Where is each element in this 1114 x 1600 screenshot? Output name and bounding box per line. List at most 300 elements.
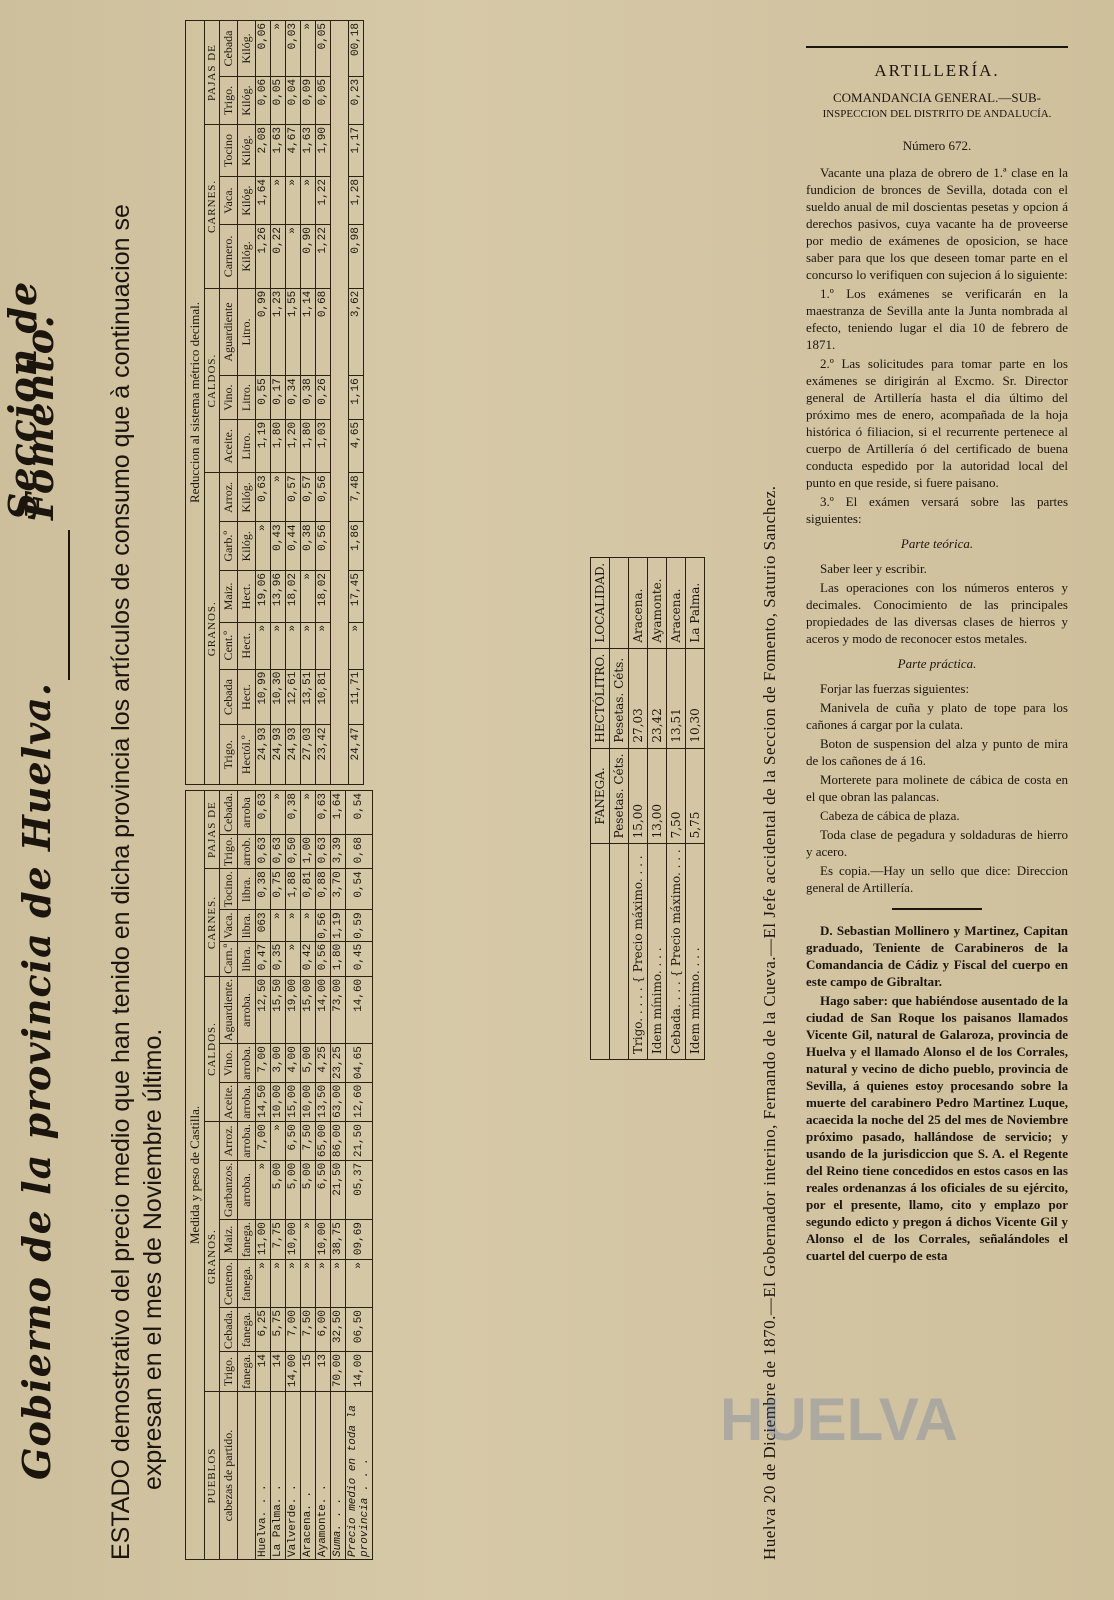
table-cell: 0,63 bbox=[271, 834, 286, 868]
table-row bbox=[271, 791, 286, 1560]
row-label: Suma. . . bbox=[331, 1392, 346, 1560]
table2-col: Arroz. bbox=[220, 473, 238, 522]
table-cell: 06,50 bbox=[346, 1308, 373, 1352]
table-cell: 0,06 bbox=[256, 76, 271, 124]
table-row bbox=[256, 791, 271, 1560]
table-row bbox=[686, 557, 705, 1059]
table-cell: » bbox=[286, 225, 301, 289]
table-cell: 11,00 bbox=[256, 1220, 271, 1260]
table1-col: Vino. bbox=[220, 1044, 238, 1083]
table-cell: 13 bbox=[316, 1352, 331, 1392]
table2-col: Vaca. bbox=[220, 177, 238, 225]
table-cell: » bbox=[349, 622, 364, 669]
table2-col: Vino. bbox=[220, 376, 238, 420]
table-row bbox=[271, 21, 286, 785]
table-cell: 32,50 bbox=[331, 1308, 346, 1352]
table-cell: 0,59 bbox=[346, 910, 373, 941]
table-cell: 7,00 bbox=[286, 1308, 301, 1352]
table-cell: 1,63 bbox=[271, 125, 286, 177]
table-cell: 4,00 bbox=[286, 1044, 301, 1083]
small-cell: 5,75 bbox=[686, 748, 705, 844]
table1-col: Aceite. bbox=[220, 1082, 238, 1121]
table-row bbox=[316, 21, 331, 785]
table-cell: 10,00 bbox=[271, 1082, 286, 1121]
table-cell: 0,34 bbox=[286, 376, 301, 420]
table-cell: » bbox=[316, 622, 331, 669]
table-cell: 1,64 bbox=[256, 177, 271, 225]
small-cell: Idem mínimo. . . . bbox=[648, 844, 667, 1060]
price-tables bbox=[185, 20, 565, 1560]
table-cell: 0,56 bbox=[316, 522, 331, 571]
table-cell: 0,68 bbox=[346, 834, 373, 868]
table-cell: 0,38 bbox=[301, 522, 316, 571]
table-cell: 0,99 bbox=[256, 288, 271, 376]
table-cell: 11,71 bbox=[349, 669, 364, 725]
table1-unit: libra. bbox=[238, 941, 256, 976]
table1-col: Cebada. bbox=[220, 791, 238, 835]
para-9: Boton de suspension del alza y punto de mira de los cañones de á 16. bbox=[806, 736, 1068, 768]
table1-section: Medida y peso de Castilla. bbox=[186, 791, 205, 1560]
table-cell: » bbox=[271, 473, 286, 522]
table2-col: Cent.º bbox=[220, 622, 238, 669]
small-cell: La Palma. bbox=[686, 557, 705, 648]
table1-col: Maiz. bbox=[220, 1220, 238, 1260]
table-cell: » bbox=[286, 622, 301, 669]
signature-line: Huelva 20 de Diciembre de 1870.—El Gobernador interino, Fernando de la Cueva.—El Jefe accidental de la Seccion de Fomento, Saturio Sanchez. bbox=[760, 485, 779, 1560]
table-cell: 23,42 bbox=[316, 725, 331, 785]
table-cell: » bbox=[256, 1260, 271, 1308]
table1-col: Garbanzos. bbox=[220, 1160, 238, 1219]
table-cell: 19,00 bbox=[286, 976, 301, 1043]
table-cell: 21,50 bbox=[346, 1122, 373, 1161]
small-cell: Trigo. . . . . { Precio máximo. . . . bbox=[629, 844, 648, 1060]
table-cell: 0,09 bbox=[301, 76, 316, 124]
table-cell: 70,00 bbox=[331, 1352, 346, 1392]
table1-unit: arroba. bbox=[238, 1082, 256, 1121]
para-15: Hago saber: que habiéndose ausentado de la ciudad de San Roque los paisanos llamados Vicente Gil, natural de Galaroza, provincia de Huelva y el llamado Alonso el de los Corrales, natural y vecino de dicho pueblo, provincia de Sevilla, á quienes estoy procesando sobre la muerte del carabinero Pedro Martinez Luque, acaecida la noche del 25 del mes de Noviembre próximo pasado, hallándose de servicio; y usando de la jurisdiccion que S. A. el Regente del Reino tiene concedidos en estos casos en las reales ordenanzas á los oficiales de su ejército, por el presente, llamo, cito y emplazo por segundo edicto y pregon á dichos Vicente Gil y Alonso el de los Corrales, señalándoles el cuartel del cuerpo de esta bbox=[806, 993, 1068, 1263]
pueblo-name: La Palma. . bbox=[271, 1392, 286, 1560]
table-cell: 0,75 bbox=[271, 869, 286, 910]
table-cell: » bbox=[271, 622, 286, 669]
table2-col: Maiz. bbox=[220, 571, 238, 623]
table-cell: 1,14 bbox=[301, 288, 316, 376]
table2-group: CARNES. bbox=[205, 125, 220, 289]
table-cell: 1,16 bbox=[349, 376, 364, 420]
table-cell: 0,68 bbox=[316, 288, 331, 376]
table-cell: 0,57 bbox=[301, 473, 316, 522]
table-cell: 5,00 bbox=[271, 1160, 286, 1219]
table-cell: » bbox=[331, 1260, 346, 1308]
table-cell: 10,81 bbox=[316, 669, 331, 725]
table-cell: 00,18 bbox=[349, 21, 364, 77]
table-cell: 7,00 bbox=[256, 1122, 271, 1161]
table1-unit: fanega. bbox=[238, 1352, 256, 1392]
table-cell: » bbox=[301, 622, 316, 669]
table1-group: CALDOS. bbox=[205, 976, 220, 1121]
table-cell: 1,55 bbox=[286, 288, 301, 376]
table-cell: 0,22 bbox=[271, 225, 286, 289]
table2-col: Cebada bbox=[220, 669, 238, 725]
table-cell: 0,42 bbox=[301, 941, 316, 976]
table-cell: 73,00 bbox=[331, 976, 346, 1043]
table-cell: 10,00 bbox=[286, 1220, 301, 1260]
table-cell: 6,00 bbox=[316, 1308, 331, 1352]
table-cell: 1,88 bbox=[286, 869, 301, 910]
para-1: Vacante una plaza de obrero de 1.ª clase en la fundicion de bronces de Sevilla, dotada con el sueldo anual de mil doscientas pesetas y opcion á derechos pasivos, cuya vacante ha de proveerse por medio de exámenes de oposicion, se hace saber para que los que deseen tomar parte en el concurso lo verifiquen con sujecion á lo siguiente: bbox=[806, 165, 1068, 282]
table2-unit: Kilóg. bbox=[238, 177, 256, 225]
table-cell: 1,80 bbox=[331, 941, 346, 976]
table2-unit: Hect. bbox=[238, 669, 256, 725]
table-row bbox=[286, 791, 301, 1560]
table-cell: 19,06 bbox=[256, 571, 271, 623]
table-cell: 63,00 bbox=[331, 1082, 346, 1121]
small-cell: Cebada. . . . { Precio máximo. . . . bbox=[667, 844, 686, 1060]
table-cell: » bbox=[286, 1260, 301, 1308]
pueblo-name: Ayamonte. . bbox=[316, 1392, 331, 1560]
table-cell: 0,38 bbox=[256, 869, 271, 910]
table-cell: 1,80 bbox=[301, 419, 316, 473]
table2-col: Aceite. bbox=[220, 419, 238, 473]
spacer-row bbox=[331, 21, 349, 785]
table2-unit: Kilóg. bbox=[238, 225, 256, 289]
max-min-table bbox=[590, 557, 705, 1060]
table-row bbox=[301, 21, 316, 785]
table-cell: 0,54 bbox=[346, 791, 373, 835]
table2-unit: Litro. bbox=[238, 419, 256, 473]
table-row bbox=[256, 21, 271, 785]
table1-group: PAJAS DE bbox=[205, 791, 220, 869]
table-cell: 13,96 bbox=[271, 571, 286, 623]
table-cell: 0,50 bbox=[286, 834, 301, 868]
table-cell: 0,55 bbox=[256, 376, 271, 420]
table-cell: » bbox=[256, 622, 271, 669]
small-cell: 10,30 bbox=[686, 648, 705, 748]
table2-unit: Hect. bbox=[238, 571, 256, 623]
table2-col: Cebada bbox=[220, 21, 238, 77]
table-cell: 5,00 bbox=[286, 1160, 301, 1219]
header-title-left: Gobierno de la provincia de Huelva. bbox=[14, 681, 59, 1480]
table-cell: 0,35 bbox=[271, 941, 286, 976]
table-cell: 15,00 bbox=[286, 1082, 301, 1121]
para-13: Es copia.—Hay un sello que dice: Direccion general de Artillería. bbox=[806, 863, 1068, 895]
para-5: Saber leer y escribir. bbox=[820, 561, 927, 576]
table-cell: 5,00 bbox=[301, 1044, 316, 1083]
table1-unit: libra. bbox=[238, 910, 256, 941]
table-cell: 0,81 bbox=[301, 869, 316, 910]
table1-unit: fanega. bbox=[238, 1260, 256, 1308]
small-header: LOCALIDAD. bbox=[591, 557, 610, 648]
max-min-grid bbox=[590, 557, 705, 1060]
table-cell: » bbox=[271, 910, 286, 941]
table1-col: Cebada. bbox=[220, 1308, 238, 1352]
table-cell: 6,50 bbox=[286, 1122, 301, 1161]
table-cell: 15,50 bbox=[271, 976, 286, 1043]
small-cell: Aracena. bbox=[667, 557, 686, 648]
table-cell: » bbox=[271, 21, 286, 77]
table1-unit: arroba. bbox=[238, 1122, 256, 1161]
table-cell: » bbox=[301, 791, 316, 835]
table-cell: 1,86 bbox=[349, 522, 364, 571]
table2-group: CALDOS. bbox=[205, 288, 220, 473]
pueblo-name: Aracena. . bbox=[301, 1392, 316, 1560]
table-row bbox=[286, 21, 301, 785]
table-cell: 0,05 bbox=[271, 76, 286, 124]
parte-practica: Parte práctica. bbox=[897, 656, 977, 671]
para-6: Las operaciones con los números enteros y decimales. Conocimiento de las principales propiedades de las diversas clases de hierros y aceros y modo de reconocer estos metales. bbox=[806, 580, 1068, 646]
table1-col: Carn.º bbox=[220, 941, 238, 976]
table-cell: » bbox=[316, 1260, 331, 1308]
table-cell: 0,63 bbox=[316, 834, 331, 868]
parte-teorica: Parte teórica. bbox=[900, 536, 974, 551]
artilleria-sub2: INSPECCION DEL DISTRITO DE ANDALUCÍA. bbox=[822, 108, 1052, 120]
table-cell: 14,50 bbox=[256, 1082, 271, 1121]
table-row-suma bbox=[331, 791, 346, 1560]
table-cell: » bbox=[301, 910, 316, 941]
small-subheader bbox=[610, 557, 629, 648]
small-cell: Idem mínimo. . . . bbox=[686, 844, 705, 1060]
table-cell: 0,38 bbox=[286, 791, 301, 835]
table-cell: 14,60 bbox=[346, 976, 373, 1043]
table-cell: 4,67 bbox=[286, 125, 301, 177]
table-cell: » bbox=[256, 1160, 271, 1219]
table2-unit: Litro. bbox=[238, 288, 256, 376]
mid-rule bbox=[892, 908, 982, 910]
table1-unit: arroba. bbox=[238, 976, 256, 1043]
table-cell: 0,56 bbox=[316, 473, 331, 522]
table2-unit: Hect. bbox=[238, 622, 256, 669]
numero: Número 672. bbox=[902, 138, 972, 153]
para-8: Manivela de cuña y plato de tope para los cañones á cargar por la culata. bbox=[806, 700, 1068, 732]
table2-col: Carnero. bbox=[220, 225, 238, 289]
table-cell: 24,47 bbox=[349, 725, 364, 785]
table-cell: 0,57 bbox=[286, 473, 301, 522]
castilla-table bbox=[185, 790, 373, 1560]
small-subheader: Pesetas. Céts. bbox=[610, 648, 629, 748]
table-cell: 3,00 bbox=[271, 1044, 286, 1083]
table1-col: Tocino. bbox=[220, 869, 238, 910]
table-cell: 0,90 bbox=[301, 225, 316, 289]
table-cell: 4,65 bbox=[349, 419, 364, 473]
table-cell: 14,00 bbox=[286, 1352, 301, 1392]
table-cell: 0,63 bbox=[256, 791, 271, 835]
table-row bbox=[316, 791, 331, 1560]
table-cell: 1,90 bbox=[316, 125, 331, 177]
table-cell: 1,19 bbox=[331, 910, 346, 941]
table2-unit: Kilóg. bbox=[238, 125, 256, 177]
table-cell: 15 bbox=[301, 1352, 316, 1392]
table-cell: » bbox=[286, 941, 301, 976]
table2-unit: Hectól.º bbox=[238, 725, 256, 785]
table-cell: » bbox=[256, 522, 271, 571]
table-cell: 1,23 bbox=[271, 288, 286, 376]
pueblos-header: cabezas de partido. bbox=[220, 1392, 238, 1560]
table1-unit: arroba. bbox=[238, 1160, 256, 1219]
table-cell: » bbox=[301, 1220, 316, 1260]
right-column bbox=[806, 40, 1068, 1266]
small-cell: 15,00 bbox=[629, 748, 648, 844]
table2-unit: Kilóg. bbox=[238, 473, 256, 522]
table1-col: Arroz. bbox=[220, 1122, 238, 1161]
table-cell: » bbox=[301, 571, 316, 623]
table1-group: GRANOS. bbox=[205, 1122, 220, 1392]
table-cell: 0,47 bbox=[256, 941, 271, 976]
table1-col: Vaca. bbox=[220, 910, 238, 941]
table-cell: 1,63 bbox=[301, 125, 316, 177]
table-cell: 0,54 bbox=[346, 869, 373, 910]
table-cell: 10,00 bbox=[301, 1082, 316, 1121]
small-cell: Ayamonte. bbox=[648, 557, 667, 648]
table-cell: 12,61 bbox=[286, 669, 301, 725]
table-cell: » bbox=[271, 1260, 286, 1308]
table-row-medio bbox=[346, 791, 373, 1560]
table-cell: » bbox=[301, 21, 316, 77]
para-10: Morterete para molinete de cábica de costa en el que obran las palancas. bbox=[806, 772, 1068, 804]
table-cell: 27,03 bbox=[301, 725, 316, 785]
small-header bbox=[591, 844, 610, 1060]
table-cell: 18,02 bbox=[316, 571, 331, 623]
table-cell: 0,43 bbox=[271, 522, 286, 571]
table-cell: 0,26 bbox=[316, 376, 331, 420]
table-cell: 0,63 bbox=[316, 791, 331, 835]
table-cell: 0,06 bbox=[256, 21, 271, 77]
table2-unit: Kilóg. bbox=[238, 76, 256, 124]
table-row bbox=[667, 557, 686, 1059]
table-cell: » bbox=[286, 910, 301, 941]
table-cell: 1,00 bbox=[301, 834, 316, 868]
table-cell: 5,75 bbox=[271, 1308, 286, 1352]
table-cell: 12,60 bbox=[346, 1082, 373, 1121]
table2-unit: Kilóg. bbox=[238, 21, 256, 77]
table-cell: 21,50 bbox=[331, 1160, 346, 1219]
table1-unit: fanega. bbox=[238, 1220, 256, 1260]
pueblo-name: Valverde. . bbox=[286, 1392, 301, 1560]
table-cell: 1,22 bbox=[316, 225, 331, 289]
header-rule bbox=[68, 530, 70, 680]
table-cell: 13,50 bbox=[316, 1082, 331, 1121]
para-11: Cabeza de cábica de plaza. bbox=[820, 808, 960, 823]
table-cell: 0,98 bbox=[349, 225, 364, 289]
section-header bbox=[0, 20, 98, 1560]
table-cell: » bbox=[346, 1260, 373, 1308]
table-cell: 24,93 bbox=[271, 725, 286, 785]
table-cell: 6,50 bbox=[316, 1160, 331, 1219]
table-cell: 65,00 bbox=[316, 1122, 331, 1161]
para-2: 1.º Los exámenes se verificarán en la maestranza de Sevilla ante la Junta nombrada al efecto, teniendo lugar el dia 10 de febrero de 1871. bbox=[806, 286, 1068, 352]
table-cell: 86,00 bbox=[331, 1122, 346, 1161]
table-cell: 04,65 bbox=[346, 1044, 373, 1083]
table-row bbox=[301, 791, 316, 1560]
table-cell: 13,51 bbox=[301, 669, 316, 725]
table-cell: 0,56 bbox=[316, 941, 331, 976]
table-cell: 063 bbox=[256, 910, 271, 941]
spacer-cell bbox=[331, 21, 349, 785]
metric-table bbox=[185, 20, 364, 785]
small-cell: Aracena. bbox=[629, 557, 648, 648]
table-row bbox=[629, 557, 648, 1059]
table-cell: 1,20 bbox=[286, 419, 301, 473]
small-cell: 13,00 bbox=[648, 748, 667, 844]
table-cell: 0,88 bbox=[316, 869, 331, 910]
pueblo-name: Huelva. . . bbox=[256, 1392, 271, 1560]
table1-unit: libra. bbox=[238, 869, 256, 910]
small-cell: 23,42 bbox=[648, 648, 667, 748]
table1-group: CARNES. bbox=[205, 869, 220, 977]
table2-col: Aguardiente bbox=[220, 288, 238, 376]
table-cell: 14 bbox=[271, 1352, 286, 1392]
table1-unit: arroba. bbox=[238, 1044, 256, 1083]
table-cell: 38,75 bbox=[331, 1220, 346, 1260]
table-cell: 0,45 bbox=[346, 941, 373, 976]
table-cell: 24,93 bbox=[256, 725, 271, 785]
table2-col: Garb.º bbox=[220, 522, 238, 571]
table-cell: 0,63 bbox=[256, 834, 271, 868]
table-cell: 18,02 bbox=[286, 571, 301, 623]
table2-unit: Litro. bbox=[238, 376, 256, 420]
estado-line-1: ESTADO demostrativo del precio medio que han tenido en dicha provincia los artículos de consumo que à continuacion se bbox=[107, 204, 135, 1560]
table1-unit: arroba bbox=[238, 791, 256, 835]
table-cell: 0,05 bbox=[316, 76, 331, 124]
table-cell: 12,50 bbox=[256, 976, 271, 1043]
table-cell: 05,37 bbox=[346, 1160, 373, 1219]
table-cell: » bbox=[271, 1122, 286, 1161]
table-cell: 3,39 bbox=[331, 834, 346, 868]
para-14: D. Sebastian Mollinero y Martinez, Capitan graduado, Teniente de Carabineros de la Comandancia de Cádiz y Fiscal del cuerpo en este campo de Gibraltar. bbox=[806, 923, 1068, 989]
table-cell: 0,63 bbox=[256, 473, 271, 522]
table-row bbox=[648, 557, 667, 1059]
table-cell: 1,03 bbox=[316, 419, 331, 473]
table1-group: PUEBLOS bbox=[205, 1392, 220, 1560]
table-cell: 0,17 bbox=[271, 376, 286, 420]
artilleria-sub1: COMANDANCIA GENERAL.—SUB- bbox=[832, 90, 1041, 105]
table-cell: 5,00 bbox=[301, 1160, 316, 1219]
table-cell: 14 bbox=[256, 1352, 271, 1392]
table-cell: 1,17 bbox=[349, 125, 364, 177]
para-12: Toda clase de pegadura y soldaduras de hierro y acero. bbox=[806, 827, 1068, 859]
table-row-medio bbox=[349, 21, 364, 785]
small-subheader bbox=[610, 844, 629, 1060]
small-header: FANEGA. bbox=[591, 748, 610, 844]
small-subheader: Pesetas. Céts. bbox=[610, 748, 629, 844]
table-cell: 0,05 bbox=[316, 21, 331, 77]
table-cell: 2,08 bbox=[256, 125, 271, 177]
table-cell: 15,00 bbox=[301, 976, 316, 1043]
small-cell: 13,51 bbox=[667, 648, 686, 748]
para-4: 3.º El exámen versará sobre las partes siguientes: bbox=[806, 494, 1068, 526]
table-cell: 3,70 bbox=[331, 869, 346, 910]
table2-section: Reduccion al sistema métrico decimal. bbox=[186, 21, 205, 785]
row-label: Precio medio en toda la provincia . . . bbox=[346, 1392, 373, 1560]
table-cell: 1,28 bbox=[349, 177, 364, 225]
para-7: Forjar las fuerzas siguientes: bbox=[820, 681, 970, 696]
table1-unit-blank bbox=[238, 1392, 256, 1560]
table-cell: 7,50 bbox=[301, 1122, 316, 1161]
table-cell: 14,00 bbox=[346, 1352, 373, 1392]
table1-unit: fanega. bbox=[238, 1308, 256, 1352]
table-cell: 7,00 bbox=[256, 1044, 271, 1083]
table-cell: » bbox=[301, 1260, 316, 1308]
table-cell: 0,44 bbox=[286, 522, 301, 571]
table-cell: 1,26 bbox=[256, 225, 271, 289]
table-cell: 0,38 bbox=[301, 376, 316, 420]
small-cell: 27,03 bbox=[629, 648, 648, 748]
para-3: 2.º Las solicitudes para tomar parte en los exámenes se dirigirán al Excmo. Sr. Director general de Artillería hasta el dia último del próximo mes de enero, acompañada de la hoja histórica ó filiacion, si el recurrente pertenece al cuerpo de Artillería ó del certificado de buena conducta espedido por la autoridad local del punto en que reside, si fuere paisano. bbox=[806, 356, 1068, 490]
table-cell: 1,19 bbox=[256, 419, 271, 473]
table-cell: 0,03 bbox=[286, 21, 301, 77]
table1-unit: arrob. bbox=[238, 834, 256, 868]
table1-col: Centeno. bbox=[220, 1260, 238, 1308]
table-cell: 17,45 bbox=[349, 571, 364, 623]
table1-col: Trigo. bbox=[220, 1352, 238, 1392]
